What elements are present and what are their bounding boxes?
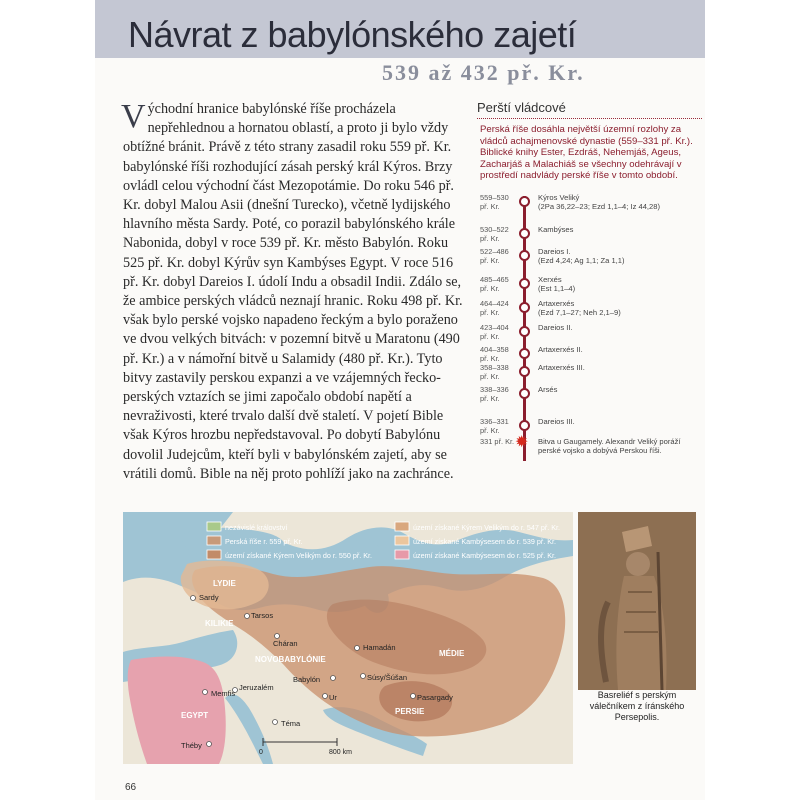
region-lydie: LYDIE [213, 579, 236, 588]
city-hamadan: Hamadán [363, 643, 396, 652]
scale-max: 800 km [329, 749, 352, 756]
timeline-dot-icon [519, 250, 530, 261]
city-pasargady: Pasargady [417, 693, 453, 702]
legend-swatch [395, 522, 409, 531]
sidebar-rule [477, 118, 702, 119]
page-title: Návrat z babylónského zajetí [128, 14, 577, 55]
timeline-date: 331 př. Kr. [480, 437, 515, 446]
page-number: 66 [125, 782, 137, 793]
region-persie: PERSIE [395, 707, 425, 716]
timeline-ruler: Dareios I. (Ezd 4,24; Ag 1,1; Za 1,1) [538, 247, 625, 265]
scale-zero: 0 [259, 749, 263, 756]
timeline-date: 338–336 př. Kr. [480, 385, 509, 403]
timeline-item [480, 434, 702, 462]
region-novobabylonie: NOVOBABYLÓNIE [255, 655, 326, 664]
legend-label: území získané Kýrem Velikým do r. 547 př. Kr. [413, 523, 561, 532]
sidebar-intro: Perská říše dosáhla největší územní rozlohy za vládců achajmenovské dynastie (559–331 př. Kr.). Biblické knihy Ester, Ezdráš, Nehemjáš, Ageus, Zacharjáš a Malachiáš se všechny odehrávají v prostředí nadvlády perské říše v tomto období. [480, 124, 693, 182]
city-marker-sardy [191, 596, 196, 601]
timeline-dot-icon [519, 388, 530, 399]
city-charan: Cháran [273, 639, 298, 648]
timeline-date: 530–522 př. Kr. [480, 225, 509, 243]
timeline-date: 559–530 př. Kr. [480, 193, 509, 211]
timeline-ruler: Dareios III. [538, 417, 575, 426]
timeline-ruler: Kambýses [538, 225, 574, 234]
city-marker-hamadan [355, 646, 360, 651]
timeline-dot-icon [519, 326, 530, 337]
timeline-item [480, 226, 702, 250]
city-marker-charan [275, 634, 280, 639]
timeline-item [480, 194, 702, 218]
region-egypt: EGYPT [181, 711, 209, 720]
drop-cap: V [121, 98, 146, 135]
legend-swatch [207, 522, 221, 531]
timeline-dot-icon [519, 228, 530, 239]
timeline-ruler: Kýros Veliký (2Pa 36,22–23; Ezd 1,1–4; Iz 44,28) [538, 193, 661, 211]
timeline-item [480, 248, 702, 272]
timeline-item [480, 300, 702, 324]
city-ur: Ur [329, 693, 337, 702]
timeline-ruler: Artaxerxés III. [538, 363, 585, 372]
city-tema: Téma [281, 719, 301, 728]
timeline-ruler: Artaxerxés (Ezd 7,1–27; Neh 2,1–9) [538, 299, 621, 317]
battle-star-icon: ✹ [515, 434, 529, 451]
timeline-item [480, 276, 702, 300]
legend-label: Perská říše r. 559 př. Kr. [225, 537, 303, 546]
city-marker-pasargady [411, 694, 416, 699]
body-paragraph: ýchodní hranice babylónské říše procházela nepřehlednou a hornatou oblastí, a proto ji bylo vždy obtížné bránit. Právě z této strany zasadil roku 559 př. Kr. babylónské říši rozhodující zásah perský král Kýros. Brzy ovládl celou východní část Mezopotámie. Do roku 546 př. Kr. dobyl Malou Asii (dnešní Turecko), včetně lydijského hlavního města Sardy. Poté, co porazil babylónského krále Nabonida, dobyl v roce 539 př. Kr. město Babylón. Roku 525 př. Kr. dobyl Kýrův syn Kambýses Egypt. V roce 516 př. Kr. dobyl Dareios I. údolí Indu a obsadil Indii. Zdálo se, že ambice perských vládců neznají hranic. Roku 498 př. Kr. však bylo perské vojsko napadeno řeckým a bylo poraženo ve dvou velkých bitvách: v pozemní bitvě u Maratonu (490 př. Kr.) a v námořní bitvě u Salamidy (480 př. Kr.). Tyto bitvy zastavily perskou expanzi a ve vzájemných řecko-perských vztazích se jimi započalo období napětí a nevraživosti, které trvalo další dvě staletí. V pojetí Bible však Kýros hrozbu nepředstavoval. Po dobytí Babylónu dovolil Judejcům, kteří byli v babylónském zajetí, aby se vrátili domů. Bible na něj proto pohlíží jako na zachránce. [123, 101, 463, 482]
timeline-item [480, 364, 702, 388]
city-marker-tarsos [245, 614, 250, 619]
legend-label: nezávislé království [225, 523, 288, 532]
timeline-date: 358–338 př. Kr. [480, 363, 509, 381]
city-marker-susy [361, 674, 366, 679]
timeline-ruler: Dareios II. [538, 323, 573, 332]
rulers-timeline [480, 194, 702, 494]
timeline-ruler: Bitva u Gaugamely. Alexandr Veliký poráží perské vojsko a dobývá Perskou říši. [538, 437, 681, 455]
city-tarsos: Tarsos [251, 611, 274, 620]
city-theby: Théby [181, 741, 202, 750]
timeline-item [480, 324, 702, 348]
region-medie: MÉDIE [439, 649, 465, 658]
page-subtitle: 539 až 432 př. Kr. [382, 60, 585, 85]
persian-empire-map [123, 512, 573, 764]
city-marker-tema [273, 720, 278, 725]
timeline-dot-icon [519, 348, 530, 359]
legend-label: území získané Kambýsesem do r. 525 př. Kr. [413, 551, 557, 560]
legend-swatch [395, 536, 409, 545]
timeline-item [480, 386, 702, 410]
relief-caption: Basreliéf s perským válečníkem z íránského Persepolis. [589, 690, 685, 722]
persian-soldier-relief-image [578, 512, 696, 690]
legend-label: území získané Kambýsesem do r. 539 př. Kr. [413, 537, 557, 546]
city-marker-babylon [331, 676, 336, 681]
city-babylon: Babylón [293, 675, 321, 684]
city-sardy: Sardy [199, 593, 219, 602]
legend-swatch [395, 550, 409, 559]
city-marker-ur [323, 694, 328, 699]
legend-label: území získané Kýrem Velikým do r. 550 př. Kr. [225, 551, 373, 560]
legend-swatch [207, 536, 221, 545]
city-marker-memfis [203, 690, 208, 695]
egypt-area [128, 657, 226, 765]
timeline-date: 485–465 př. Kr. [480, 275, 509, 293]
city-jeruzalem: Jeruzalém [239, 683, 274, 692]
sidebar-heading: Perští vládcové [477, 100, 566, 115]
legend-swatch [207, 550, 221, 559]
timeline-date: 423–404 př. Kr. [480, 323, 509, 341]
timeline-dot-icon [519, 420, 530, 431]
timeline-dot-icon [519, 302, 530, 313]
city-susy: Súsy/Šúšan [367, 673, 408, 682]
timeline-dot-icon [519, 278, 530, 289]
region-kilikie: KILIKIE [205, 619, 234, 628]
timeline-ruler: Arsés [538, 385, 558, 394]
timeline-date: 404–358 př. Kr. [480, 345, 509, 363]
timeline-ruler: Artaxerxés II. [538, 345, 583, 354]
timeline-date: 522–486 př. Kr. [480, 247, 509, 265]
timeline-date: 336–331 př. Kr. [480, 417, 509, 435]
timeline-dot-icon [519, 366, 530, 377]
city-memfis: Memfis [211, 689, 236, 698]
timeline-date: 464–424 př. Kr. [480, 299, 509, 317]
timeline-dot-icon [519, 196, 530, 207]
city-marker-theby [207, 742, 212, 747]
timeline-ruler: Xerxés (Est 1,1–4) [538, 275, 576, 293]
body-text [123, 100, 463, 484]
relief-photo [578, 512, 696, 690]
